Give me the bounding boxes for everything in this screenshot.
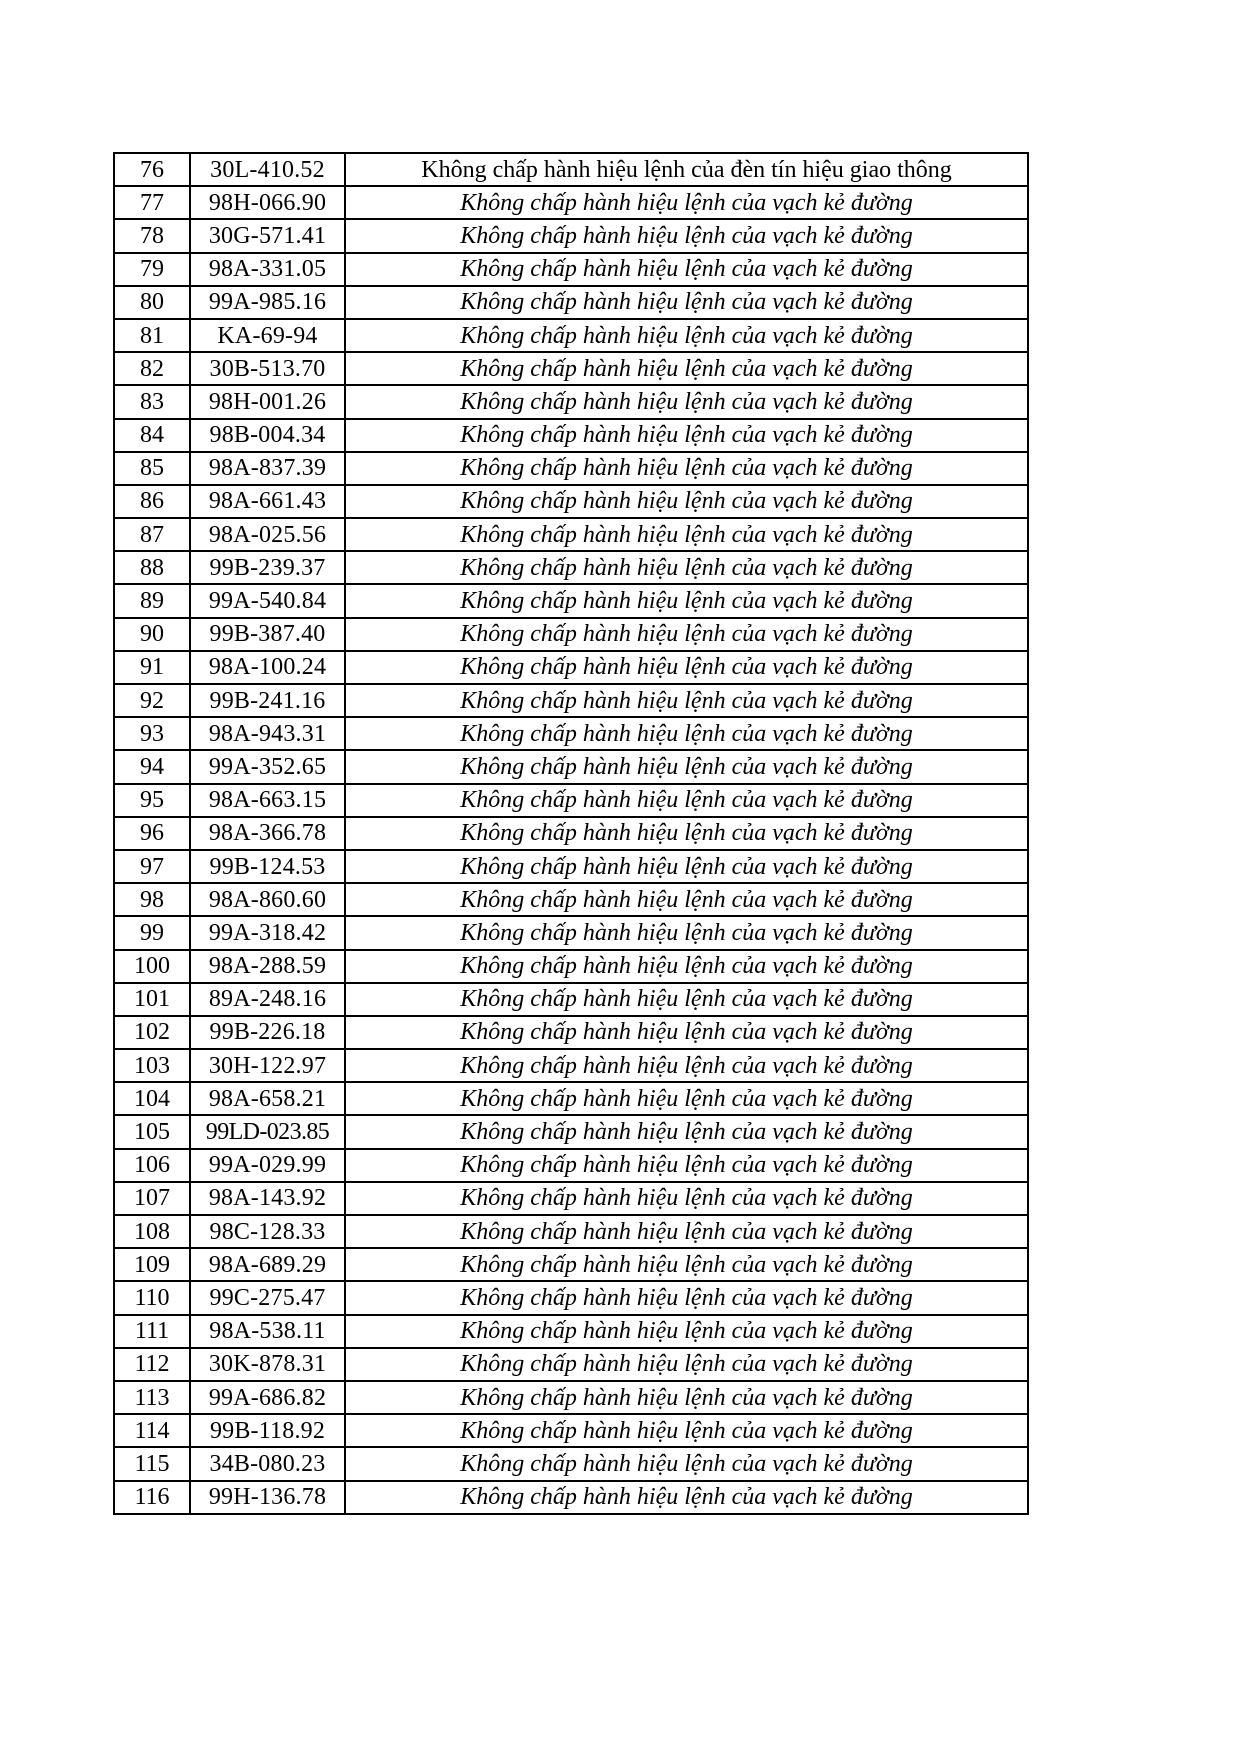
license-plate-cell: 89A-248.16 [190,983,345,1016]
violations-table [113,152,1029,1515]
table-row [114,286,1028,319]
violation-description-cell: Không chấp hành hiệu lệnh của vạch kẻ đường [345,1082,1028,1115]
license-plate-cell: 30L-410.52 [190,153,345,186]
license-plate-cell: 98A-025.56 [190,518,345,551]
row-number-cell: 94 [114,750,190,783]
license-plate-cell: 99C-275.47 [190,1281,345,1314]
row-number-cell: 86 [114,485,190,518]
table-row [114,950,1028,983]
violation-description-cell: Không chấp hành hiệu lệnh của vạch kẻ đường [345,1414,1028,1447]
violation-description-cell: Không chấp hành hiệu lệnh của vạch kẻ đường [345,452,1028,485]
row-number-cell: 96 [114,817,190,850]
row-number-cell: 113 [114,1381,190,1414]
violation-description-cell: Không chấp hành hiệu lệnh của vạch kẻ đường [345,1315,1028,1348]
row-number-cell: 109 [114,1248,190,1281]
table-row [114,916,1028,949]
violation-description-cell: Không chấp hành hiệu lệnh của vạch kẻ đường [345,717,1028,750]
row-number-cell: 78 [114,219,190,252]
license-plate-cell: 99A-352.65 [190,750,345,783]
row-number-cell: 106 [114,1149,190,1182]
license-plate-cell: 98A-837.39 [190,452,345,485]
license-plate-cell: 98A-658.21 [190,1082,345,1115]
license-plate-cell: 98A-663.15 [190,784,345,817]
violation-description-cell: Không chấp hành hiệu lệnh của vạch kẻ đường [345,983,1028,1016]
violation-description-cell: Không chấp hành hiệu lệnh của vạch kẻ đường [345,1381,1028,1414]
table-row [114,153,1028,186]
row-number-cell: 80 [114,286,190,319]
table-row [114,1481,1028,1514]
table-row [114,584,1028,617]
violation-description-cell: Không chấp hành hiệu lệnh của vạch kẻ đường [345,253,1028,286]
row-number-cell: 95 [114,784,190,817]
violation-description-cell: Không chấp hành hiệu lệnh của vạch kẻ đường [345,584,1028,617]
license-plate-cell: 99B-387.40 [190,618,345,651]
table-row [114,419,1028,452]
table-row [114,1049,1028,1082]
row-number-cell: 111 [114,1315,190,1348]
license-plate-cell: 30K-878.31 [190,1348,345,1381]
license-plate-cell: 98C-128.33 [190,1215,345,1248]
violation-description-cell: Không chấp hành hiệu lệnh của vạch kẻ đường [345,950,1028,983]
row-number-cell: 87 [114,518,190,551]
license-plate-cell: 99A-029.99 [190,1149,345,1182]
license-plate-cell: 98H-001.26 [190,385,345,418]
violation-description-cell: Không chấp hành hiệu lệnh của vạch kẻ đường [345,319,1028,352]
row-number-cell: 81 [114,319,190,352]
row-number-cell: 101 [114,983,190,1016]
violation-description-cell: Không chấp hành hiệu lệnh của vạch kẻ đường [345,219,1028,252]
row-number-cell: 112 [114,1348,190,1381]
table-row [114,1414,1028,1447]
license-plate-cell: 98H-066.90 [190,186,345,219]
violations-table-body [114,153,1028,1514]
violation-description-cell: Không chấp hành hiệu lệnh của vạch kẻ đường [345,817,1028,850]
row-number-cell: 76 [114,153,190,186]
violation-description-cell: Không chấp hành hiệu lệnh của vạch kẻ đường [345,850,1028,883]
license-plate-cell: 99B-226.18 [190,1016,345,1049]
row-number-cell: 79 [114,253,190,286]
row-number-cell: 100 [114,950,190,983]
license-plate-cell: 99B-118.92 [190,1414,345,1447]
table-row [114,883,1028,916]
violation-description-cell: Không chấp hành hiệu lệnh của vạch kẻ đường [345,1049,1028,1082]
violation-description-cell: Không chấp hành hiệu lệnh của vạch kẻ đường [345,385,1028,418]
table-row [114,1149,1028,1182]
license-plate-cell: 30H-122.97 [190,1049,345,1082]
row-number-cell: 108 [114,1215,190,1248]
license-plate-cell: 98A-538.11 [190,1315,345,1348]
license-plate-cell: 98A-100.24 [190,651,345,684]
violation-description-cell: Không chấp hành hiệu lệnh của vạch kẻ đường [345,916,1028,949]
table-row [114,1115,1028,1148]
violation-description-cell: Không chấp hành hiệu lệnh của vạch kẻ đường [345,883,1028,916]
table-row [114,684,1028,717]
row-number-cell: 105 [114,1115,190,1148]
license-plate-cell: 99B-239.37 [190,551,345,584]
row-number-cell: 114 [114,1414,190,1447]
violation-description-cell: Không chấp hành hiệu lệnh của vạch kẻ đường [345,784,1028,817]
table-row [114,452,1028,485]
violation-description-cell: Không chấp hành hiệu lệnh của vạch kẻ đường [345,286,1028,319]
table-row [114,750,1028,783]
table-row [114,253,1028,286]
table-row [114,651,1028,684]
table-row [114,1215,1028,1248]
table-row [114,1447,1028,1480]
row-number-cell: 89 [114,584,190,617]
row-number-cell: 97 [114,850,190,883]
row-number-cell: 85 [114,452,190,485]
license-plate-cell: 99B-241.16 [190,684,345,717]
license-plate-cell: 98A-288.59 [190,950,345,983]
row-number-cell: 98 [114,883,190,916]
table-row [114,717,1028,750]
violation-description-cell: Không chấp hành hiệu lệnh của vạch kẻ đường [345,1149,1028,1182]
violation-description-cell: Không chấp hành hiệu lệnh của vạch kẻ đường [345,1248,1028,1281]
row-number-cell: 99 [114,916,190,949]
license-plate-cell: 98A-366.78 [190,817,345,850]
row-number-cell: 88 [114,551,190,584]
license-plate-cell: 98A-943.31 [190,717,345,750]
violation-description-cell: Không chấp hành hiệu lệnh của vạch kẻ đường [345,352,1028,385]
row-number-cell: 91 [114,651,190,684]
license-plate-cell: 30B-513.70 [190,352,345,385]
table-row [114,551,1028,584]
table-row [114,618,1028,651]
violation-description-cell: Không chấp hành hiệu lệnh của vạch kẻ đường [345,684,1028,717]
table-row [114,850,1028,883]
violation-description-cell: Không chấp hành hiệu lệnh của vạch kẻ đường [345,618,1028,651]
violation-description-cell: Không chấp hành hiệu lệnh của vạch kẻ đường [345,1115,1028,1148]
license-plate-cell: 99A-985.16 [190,286,345,319]
row-number-cell: 92 [114,684,190,717]
table-row [114,385,1028,418]
row-number-cell: 110 [114,1281,190,1314]
table-row [114,1016,1028,1049]
row-number-cell: 116 [114,1481,190,1514]
table-row [114,1082,1028,1115]
license-plate-cell: 30G-571.41 [190,219,345,252]
violation-description-cell: Không chấp hành hiệu lệnh của vạch kẻ đường [345,1348,1028,1381]
violation-description-cell: Không chấp hành hiệu lệnh của vạch kẻ đường [345,1447,1028,1480]
license-plate-cell: 99A-686.82 [190,1381,345,1414]
violation-description-cell: Không chấp hành hiệu lệnh của vạch kẻ đường [345,1215,1028,1248]
table-row [114,1315,1028,1348]
table-row [114,485,1028,518]
row-number-cell: 83 [114,385,190,418]
table-row [114,983,1028,1016]
license-plate-cell: 99A-318.42 [190,916,345,949]
row-number-cell: 107 [114,1182,190,1215]
row-number-cell: 93 [114,717,190,750]
table-row [114,1182,1028,1215]
license-plate-cell: 98A-331.05 [190,253,345,286]
license-plate-cell: 99A-540.84 [190,584,345,617]
violation-description-cell: Không chấp hành hiệu lệnh của vạch kẻ đường [345,1281,1028,1314]
table-row [114,1381,1028,1414]
license-plate-cell: 34B-080.23 [190,1447,345,1480]
table-row [114,1348,1028,1381]
violation-description-cell: Không chấp hành hiệu lệnh của vạch kẻ đường [345,419,1028,452]
table-row [114,1248,1028,1281]
row-number-cell: 77 [114,186,190,219]
violation-description-cell: Không chấp hành hiệu lệnh của vạch kẻ đường [345,1182,1028,1215]
violation-description-cell: Không chấp hành hiệu lệnh của vạch kẻ đường [345,1481,1028,1514]
license-plate-cell: 99B-124.53 [190,850,345,883]
license-plate-cell: 98B-004.34 [190,419,345,452]
violation-description-cell: Không chấp hành hiệu lệnh của vạch kẻ đường [345,651,1028,684]
license-plate-cell: 98A-860.60 [190,883,345,916]
license-plate-cell: 98A-689.29 [190,1248,345,1281]
table-row [114,186,1028,219]
license-plate-cell: 99H-136.78 [190,1481,345,1514]
row-number-cell: 115 [114,1447,190,1480]
table-row [114,352,1028,385]
violation-description-cell: Không chấp hành hiệu lệnh của đèn tín hiệu giao thông [345,153,1028,186]
license-plate-cell: KA-69-94 [190,319,345,352]
table-row [114,518,1028,551]
violation-description-cell: Không chấp hành hiệu lệnh của vạch kẻ đường [345,551,1028,584]
table-row [114,1281,1028,1314]
row-number-cell: 84 [114,419,190,452]
row-number-cell: 103 [114,1049,190,1082]
row-number-cell: 104 [114,1082,190,1115]
table-row [114,817,1028,850]
violation-description-cell: Không chấp hành hiệu lệnh của vạch kẻ đường [345,186,1028,219]
table-row [114,784,1028,817]
violation-description-cell: Không chấp hành hiệu lệnh của vạch kẻ đường [345,518,1028,551]
row-number-cell: 82 [114,352,190,385]
table-row [114,319,1028,352]
license-plate-cell: 98A-143.92 [190,1182,345,1215]
violation-description-cell: Không chấp hành hiệu lệnh của vạch kẻ đường [345,485,1028,518]
violation-description-cell: Không chấp hành hiệu lệnh của vạch kẻ đường [345,750,1028,783]
row-number-cell: 90 [114,618,190,651]
license-plate-cell: 99LD-023.85 [190,1115,345,1148]
license-plate-cell: 98A-661.43 [190,485,345,518]
row-number-cell: 102 [114,1016,190,1049]
table-row [114,219,1028,252]
violation-description-cell: Không chấp hành hiệu lệnh của vạch kẻ đường [345,1016,1028,1049]
